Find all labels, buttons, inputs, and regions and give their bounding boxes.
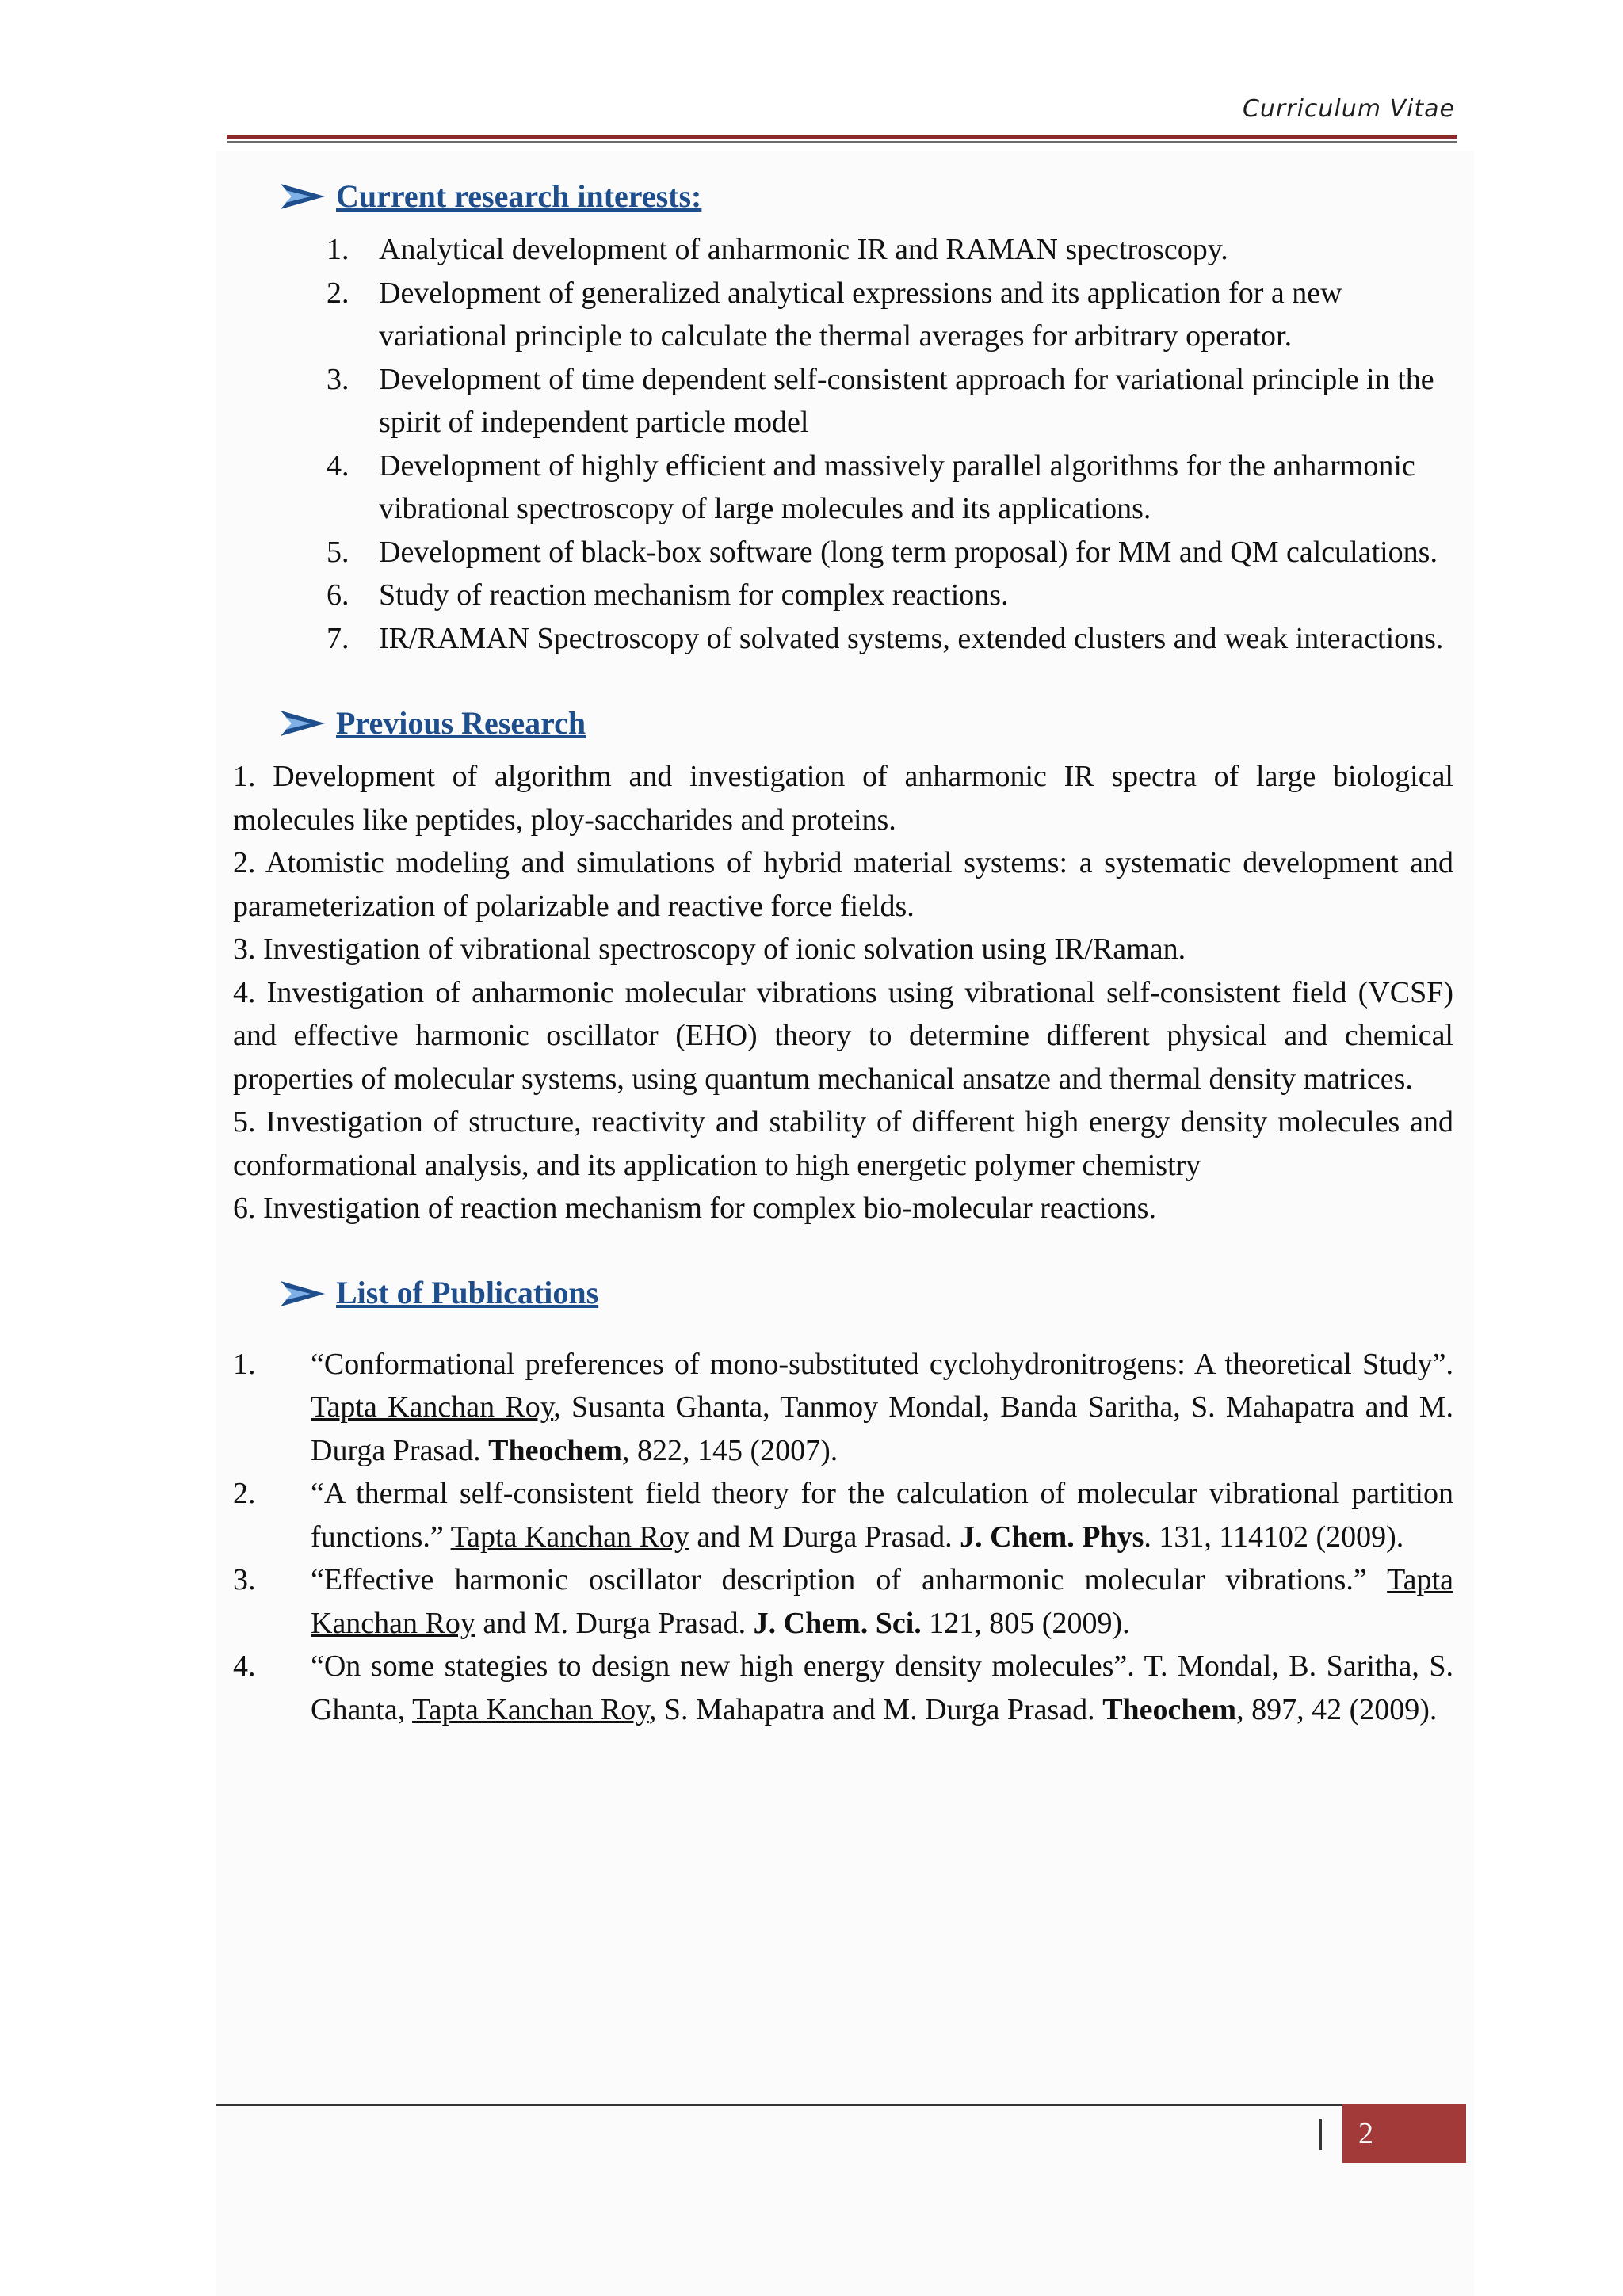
item-number: 3. <box>327 362 349 396</box>
section-title: List of Publications <box>336 1275 599 1311</box>
footer-rule <box>216 2104 1466 2106</box>
item-number: 2. <box>327 276 349 310</box>
arrow-bullet-icon <box>281 707 325 739</box>
section-title: Previous Research <box>336 704 586 741</box>
item-number: 3. <box>233 1563 256 1596</box>
publication-item <box>233 1343 1453 1473</box>
publication-item <box>233 1472 1453 1558</box>
main-content <box>233 174 1453 1731</box>
publication-item <box>233 1558 1453 1645</box>
item-text: Study of reaction mechanism for complex reactions. <box>379 578 1009 612</box>
list-item: 1. Development of algorithm and investigation of anharmonic IR spectra of large biological molecules like peptides, ploy-saccharides and proteins. <box>233 760 1453 837</box>
section-heading-current <box>281 174 1453 219</box>
pub-details: , 822, 145 (2007). <box>621 1433 838 1467</box>
research-interests-list <box>233 228 1453 660</box>
item-number: 4. <box>327 448 349 482</box>
item-text: Development of generalized analytical expressions and its application for a new variational principle to calculate the thermal averages for arbitrary operator. <box>379 276 1342 353</box>
list-item: 4. Investigation of anharmonic molecular vibrations using vibrational self-consistent field (VCSF) and effective harmonic oscillator (EHO) theory to determine different physical and chemical properties of molecular systems, using quantum mechanical ansatze and thermal density matrices. <box>233 975 1453 1096</box>
pub-coauthors: , Susanta Ghanta, Tanmoy Mondal, Banda Saritha, S. Mahapatra and M. Durga Prasad. <box>311 1390 1453 1467</box>
item-text: IR/RAMAN Spectroscopy of solvated systems, extended clusters and weak interactions. <box>379 621 1444 655</box>
pub-author: Tapta Kanchan Roy <box>412 1692 649 1726</box>
arrow-bullet-icon <box>281 1278 325 1310</box>
pub-journal: Theochem <box>1102 1692 1237 1726</box>
pub-title: “A thermal self-consistent field theory for the calculation of molecular vibrational partition functions.” <box>311 1477 1453 1554</box>
pub-coauthors: and M Durga Prasad. <box>697 1520 953 1554</box>
page-number: 2 <box>1342 2104 1466 2163</box>
pub-details: 121, 805 (2009). <box>929 1606 1130 1640</box>
previous-research-list <box>233 755 1453 1230</box>
list-item <box>233 617 1453 661</box>
list-item <box>233 358 1453 444</box>
pub-coauthors: and M. Durga Prasad. <box>483 1606 747 1640</box>
list-item <box>233 531 1453 574</box>
item-number: 7. <box>327 621 349 655</box>
pub-details: . 131, 114102 (2009). <box>1144 1520 1404 1554</box>
footer-separator <box>1319 2119 1322 2150</box>
item-text: Development of time dependent self-consistent approach for variational principle in the spirit of independent particle model <box>379 362 1434 439</box>
pub-title: “On some stategies to design new high energy density molecules”. T. Mondal, B. Saritha, S. Ghanta, <box>311 1650 1453 1726</box>
pub-author: Tapta Kanchan Roy <box>450 1520 689 1554</box>
publications-list <box>233 1343 1453 1732</box>
item-text: Development of black-box software (long term proposal) for MM and QM calculations. <box>379 535 1438 569</box>
item-number: 6. <box>327 578 349 612</box>
list-item <box>233 228 1453 272</box>
header-rule-thin <box>227 141 1457 143</box>
item-number: 5. <box>327 535 349 569</box>
pub-journal: J. Chem. Sci. <box>753 1606 922 1640</box>
pub-author: Tapta Kanchan Roy <box>311 1563 1453 1640</box>
publication-item <box>233 1645 1453 1731</box>
pub-title: “Conformational preferences of mono-substituted cyclohydronitrogens: A theoretical Study”. <box>311 1347 1453 1381</box>
list-item: 2. Atomistic modeling and simulations of hybrid material systems: a systematic development and parameterization of polarizable and reactive force fields. <box>233 846 1453 923</box>
item-text: Analytical development of anharmonic IR and RAMAN spectroscopy. <box>379 233 1228 266</box>
section-heading-previous <box>281 701 1453 746</box>
list-item <box>233 444 1453 531</box>
item-text: Development of highly efficient and massively parallel algorithms for the anharmonic vibrational spectroscopy of large molecules and its applications. <box>379 448 1415 525</box>
list-item <box>233 574 1453 617</box>
item-number: 4. <box>233 1650 256 1683</box>
list-item: 6. Investigation of reaction mechanism for complex bio-molecular reactions. <box>233 1192 1156 1225</box>
section-title: Current research interests: <box>336 177 702 214</box>
running-title: Curriculum Vitae <box>1242 95 1455 123</box>
item-number: 1. <box>327 233 349 266</box>
pub-title: “Effective harmonic oscillator description of anharmonic molecular vibrations.” <box>311 1563 1367 1596</box>
item-number: 2. <box>233 1477 256 1510</box>
item-number: 1. <box>233 1347 256 1381</box>
pub-author: Tapta Kanchan Roy <box>311 1390 554 1424</box>
arrow-bullet-icon <box>281 181 325 212</box>
pub-journal: Theochem <box>488 1433 622 1467</box>
section-heading-publications <box>281 1272 1453 1316</box>
pub-journal: J. Chem. Phys <box>960 1520 1144 1554</box>
pub-details: , 897, 42 (2009). <box>1236 1692 1438 1726</box>
list-item: 3. Investigation of vibrational spectroscopy of ionic solvation using IR/Raman. <box>233 933 1186 966</box>
list-item <box>233 272 1453 358</box>
pub-coauthors: , S. Mahapatra and M. Durga Prasad. <box>648 1692 1095 1726</box>
list-item: 5. Investigation of structure, reactivity and stability of different high energy density molecules and conformational analysis, and its application to high energetic polymer chemistry <box>233 1105 1453 1182</box>
header-rule <box>227 135 1457 139</box>
